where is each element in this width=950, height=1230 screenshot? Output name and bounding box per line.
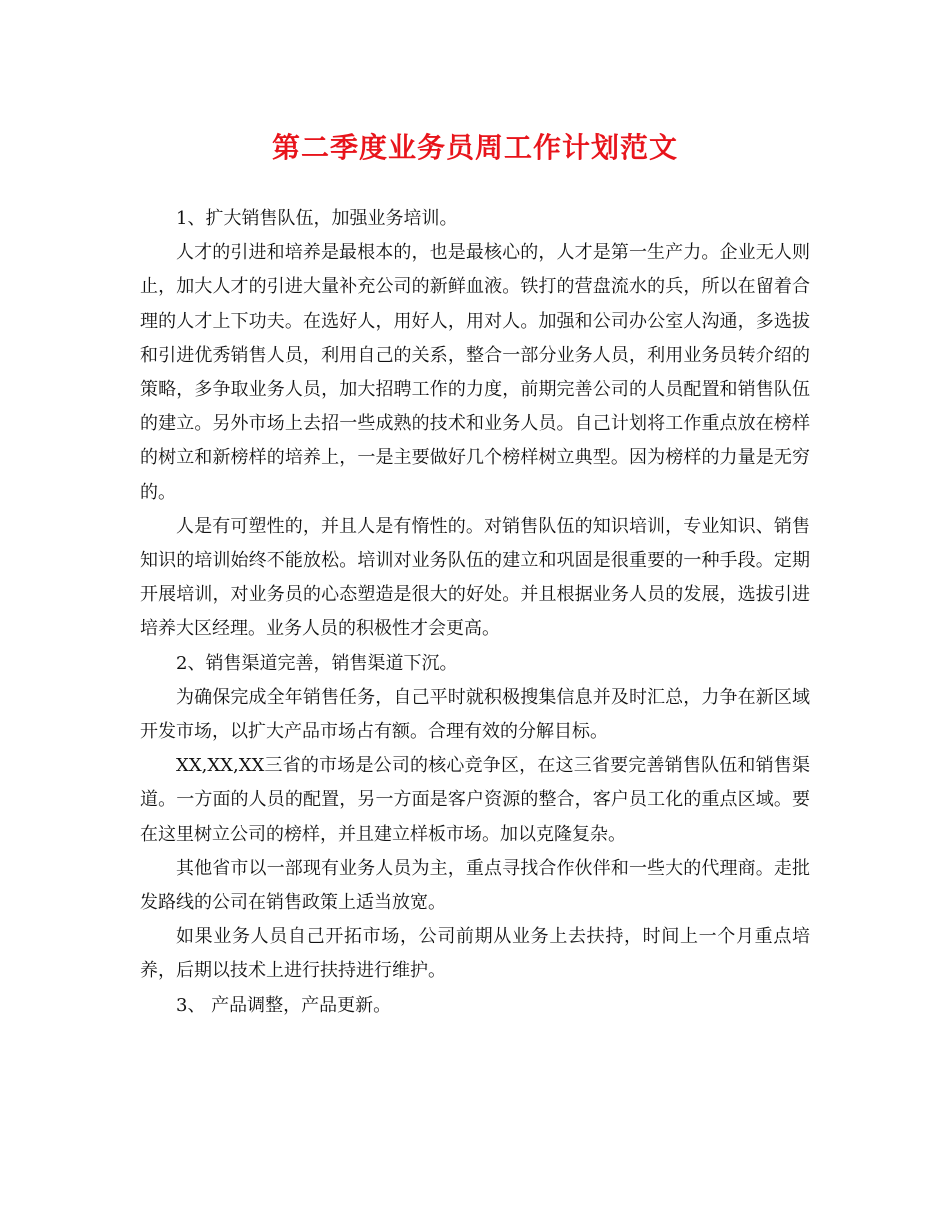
- section-heading-2: 2、销售渠道完善，销售渠道下沉。: [176, 652, 458, 674]
- body-paragraph: 人才的引进和培养是最根本的，也是最核心的，人才是第一生产力。企业无人则止，加大人才的引进大量补充公司的新鲜血液。铁打的营盘流水的兵，所以在留着合理的人才上下功夫。在选好人，用好人，用对人。加强和公司办公室人沟通，多选拔和引进优秀销售人员，利用自己的关系，整合一部分业务人员，利用业务员转介绍的策略，多争取业务人员，加大招聘工作的力度，前期完善公司的人员配置和销售队伍的建立。另外市场上去招一些成熟的技术和业务人员。自己计划将工作重点放在榜样的树立和新榜样的培养上，一是主要做好几个榜样树立典型。因为榜样的力量是无穷的。: [140, 242, 810, 503]
- body-paragraph: 为确保完成全年销售任务，自己平时就积极搜集信息并及时汇总，力争在新区域开发市场，以扩大产品市场占有额。合理有效的分解目标。: [140, 686, 810, 743]
- body-paragraph: 其他省市以一部现有业务人员为主，重点寻找合作伙伴和一些大的代理商。走批发路线的公司在销售政策上适当放宽。: [140, 857, 810, 914]
- section-heading-3: 3、 产品调整，产品更新。: [176, 994, 392, 1016]
- document-title: 第二季度业务员周工作计划范文: [271, 131, 678, 164]
- body-paragraph: 人是有可塑性的，并且人是有惰性的。对销售队伍的知识培训，专业知识、销售知识的培训始终不能放松。培训对业务队伍的建立和巩固是很重要的一种手段。定期开展培训，对业务员的心态塑造是很大的好处。并且根据业务人员的发展，选拔引进培养大区经理。业务人员的积极性才会更高。: [140, 515, 810, 640]
- body-paragraph: 如果业务人员自己开拓市场，公司前期从业务上去扶持，时间上一个月重点培养，后期以技术上进行扶持进行维护。: [140, 926, 810, 982]
- section-heading-1: 1、扩大销售队伍，加强业务培训。: [176, 208, 458, 229]
- body-paragraph: XX,XX,XX三省的市场是公司的核心竞争区，在这三省要完善销售队伍和销售渠道。一方面的人员的配置，另一方面是客户资源的整合，客户员工化的重点区域。要在这里树立公司的榜样，并且建立样板市场。加以克隆复杂。: [140, 755, 810, 845]
